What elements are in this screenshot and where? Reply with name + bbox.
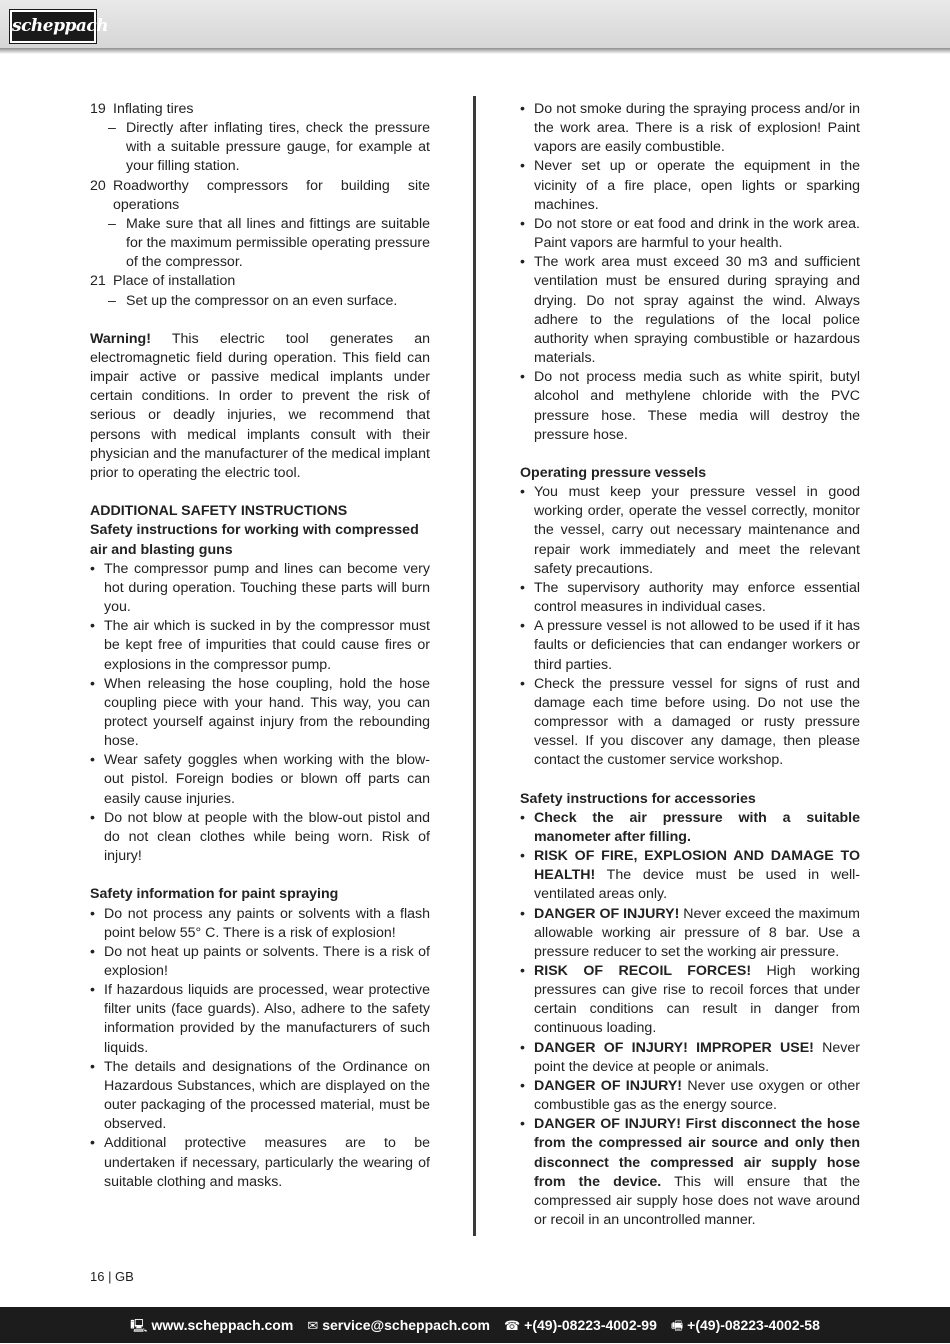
phone-number: +(49)-08223-4002-99 bbox=[524, 1317, 657, 1333]
list-item: • When releasing the hose coupling, hold the hose coupling piece with your hand. This way, you can protect yourself against injury from the rebounding hose. bbox=[90, 675, 430, 752]
email-entry[interactable] bbox=[307, 1307, 490, 1343]
pressure-vessels-heading: Operating pressure vessels bbox=[520, 464, 707, 481]
page-number: 16 | GB bbox=[90, 1269, 134, 1284]
right-column bbox=[520, 100, 860, 1230]
warning-text: This electric tool generates an electromagnetic field during operation. This field can impair active or passive medical implants under certain conditions. In order to prevent the risk of serious or deadly injuries, we recommend that persons with medical implants consult with their physician and the manufacturer of the medical implant prior to operating the electric tool. bbox=[90, 330, 430, 481]
page-header bbox=[0, 0, 950, 48]
list-item-bold: RISK OF FIRE, EXPLOSION AND DAMAGE TO HEALTH! bbox=[534, 848, 860, 884]
list-item-text: Never point the device at people or animals. bbox=[534, 1039, 860, 1075]
header-shadow bbox=[0, 48, 950, 54]
list-item-text: High working pressures can give rise to recoil forces that under certain conditions can result in danger from continuous loading. bbox=[534, 963, 861, 1037]
warning-label: Warning! bbox=[90, 330, 151, 347]
item-title: Place of installation bbox=[113, 273, 236, 290]
list-item-bold: DANGER OF INJURY! bbox=[534, 1077, 683, 1094]
phone-icon: ☎ bbox=[503, 1318, 521, 1333]
item-number: 20 bbox=[90, 177, 106, 194]
fax-entry bbox=[671, 1307, 820, 1343]
email-link[interactable]: service@scheppach.com bbox=[322, 1317, 490, 1333]
fax-icon: 🖷 bbox=[670, 1318, 684, 1333]
warning-paragraph bbox=[90, 330, 430, 483]
item-title: Inflating tires bbox=[113, 101, 194, 117]
list-item: • Additional protective measures are to be undertaken if necessary, particularly the wearing of suitable clothing and masks. bbox=[90, 1134, 430, 1191]
paint-spraying-list-continued bbox=[520, 100, 860, 445]
left-column bbox=[90, 100, 430, 1192]
list-item-bold: DANGER OF INJURY! bbox=[534, 905, 680, 922]
contact-footer bbox=[0, 1307, 950, 1343]
list-item-text: Never exceed the maximum allowable working air pressure of 8 bar. Use a pressure reducer to set the working air pressure. bbox=[534, 905, 860, 960]
list-item bbox=[520, 1039, 860, 1077]
additional-safety-heading: ADDITIONAL SAFETY INSTRUCTIONS bbox=[90, 503, 348, 520]
list-item-text: Never use oxygen or other combustible gas as the energy source. bbox=[534, 1077, 860, 1114]
list-item bbox=[520, 962, 860, 1039]
pressure-vessels-list bbox=[520, 483, 860, 770]
item-number: 19 bbox=[90, 101, 106, 117]
list-item-bold: RISK OF RECOIL FORCES! bbox=[534, 963, 752, 979]
list-item: • The details and designations of the Ordinance on Hazardous Substances, which are displayed on the outer packaging of the processed material, must be observed. bbox=[90, 1058, 430, 1135]
website-entry[interactable] bbox=[130, 1307, 293, 1343]
accessories-heading: Safety instructions for accessories bbox=[520, 790, 756, 807]
numbered-item: 21 Place of installation – Set up the compressor on an even surface. bbox=[90, 272, 430, 310]
scheppach-logo: scheppach bbox=[10, 10, 96, 43]
list-item bbox=[520, 847, 860, 904]
list-item: • Do not store or eat food and drink in the work area. Paint vapors are harmful to your health. bbox=[520, 215, 860, 253]
list-item: • Do not smoke during the spraying process and/or in the work area. There is a risk of explosion! Paint vapors are easily combustible. bbox=[520, 100, 860, 157]
compressed-air-heading: Safety instructions for working with compressed air and blasting guns bbox=[90, 522, 419, 558]
list-item bbox=[520, 1115, 860, 1230]
list-item: • You must keep your pressure vessel in good working order, operate the vessel correctly, monitor the vessel, carry out necessary maintenance and repair work immediately and meet the relevant safety precautions. bbox=[520, 483, 860, 579]
list-item: • Do not process media such as white spirit, butyl alcohol and methylene chloride with the PVC pressure hose. These media will destroy the pressure hose. bbox=[520, 368, 860, 445]
accessories-list bbox=[520, 809, 860, 1230]
numbered-item: 20 Roadworthy compressors for building site operations – Make sure that all lines and fittings are suitable for the maximum permissible operating pressure of the compressor. bbox=[90, 177, 430, 273]
mail-icon: ✉ bbox=[307, 1318, 319, 1333]
numbered-item: 19 Inflating tires – Directly after inflating tires, check the pressure with a suitable pressure gauge, for example at your filling station. bbox=[90, 100, 430, 177]
phone-entry bbox=[504, 1307, 657, 1343]
column-divider bbox=[473, 96, 476, 1236]
list-item: • Wear safety goggles when working with the blow-out pistol. Foreign bodies or blown off parts can easily cause injuries. bbox=[90, 751, 430, 808]
list-item: • Check the pressure vessel for signs of rust and damage each time before using. Do not use the compressor with a damaged or rusty pressure vessel. If you discover any damage, then please contact the customer service workshop. bbox=[520, 675, 860, 771]
list-item-bold: DANGER OF INJURY! First disconnect the hose from the compressed air source and only then disconnect the compressed air supply hose from the device. bbox=[534, 1116, 860, 1190]
compressed-air-list bbox=[90, 560, 430, 867]
list-item: • The air which is sucked in by the compressor must be kept free of impurities that could cause fires or explosions in the compressor pump. bbox=[90, 617, 430, 674]
list-item: • The work area must exceed 30 m3 and sufficient ventilation must be ensured during spraying and drying. Do not spray against the wind. Always adhere to the regulations of the local police authority when spraying combustible or hazardous materials. bbox=[520, 253, 860, 368]
list-item-text: This will ensure that the compressed air supply hose does not wave around or recoil in an uncontrolled manner. bbox=[534, 1173, 860, 1229]
paint-spraying-heading: Safety information for paint spraying bbox=[90, 886, 339, 903]
item-detail: Directly after inflating tires, check the pressure with a suitable pressure gauge, for example at your filling station. bbox=[126, 120, 430, 175]
list-item-bold: DANGER OF INJURY! IMPROPER USE! bbox=[534, 1039, 814, 1056]
list-item: • Do not process any paints or solvents with a flash point below 55° C. There is a risk of explosion! bbox=[90, 905, 430, 943]
list-item-bold: Check the air pressure with a suitable manometer after filling. bbox=[534, 809, 860, 845]
list-item: • A pressure vessel is not allowed to be used if it has faults or deficiencies that can endanger workers or third parties. bbox=[520, 617, 860, 674]
list-item bbox=[520, 1077, 860, 1115]
list-item: • Do not blow at people with the blow-out pistol and do not clean clothes while being worn. Risk of injury! bbox=[90, 809, 430, 866]
list-item: • The compressor pump and lines can become very hot during operation. Touching these parts will burn you. bbox=[90, 560, 430, 617]
item-title: Roadworthy compressors for building site operations bbox=[113, 177, 430, 213]
list-item bbox=[520, 905, 860, 962]
list-item bbox=[520, 809, 860, 847]
fax-number: +(49)-08223-4002-58 bbox=[687, 1317, 820, 1333]
paint-spraying-list bbox=[90, 905, 430, 1192]
item-detail: Make sure that all lines and fittings are suitable for the maximum permissible operating pressure of the compressor. bbox=[126, 215, 430, 271]
item-number: 21 bbox=[90, 273, 106, 290]
list-item: • Never set up or operate the equipment in the vicinity of a fire place, open lights or sparking machines. bbox=[520, 157, 860, 214]
list-item: • If hazardous liquids are processed, wear protective filter units (face guards). Also, adhere to the safety information provided by the manufacturers of such liquids. bbox=[90, 981, 430, 1058]
list-item-text: The device must be used in well-ventilated areas only. bbox=[534, 867, 860, 903]
list-item: • The supervisory authority may enforce essential control measures in individual cases. bbox=[520, 579, 860, 617]
computer-icon: 🖳 bbox=[130, 1318, 148, 1333]
list-item: • Do not heat up paints or solvents. There is a risk of explosion! bbox=[90, 943, 430, 981]
website-link[interactable]: www.scheppach.com bbox=[151, 1317, 294, 1333]
item-detail: Set up the compressor on an even surface. bbox=[126, 292, 398, 309]
